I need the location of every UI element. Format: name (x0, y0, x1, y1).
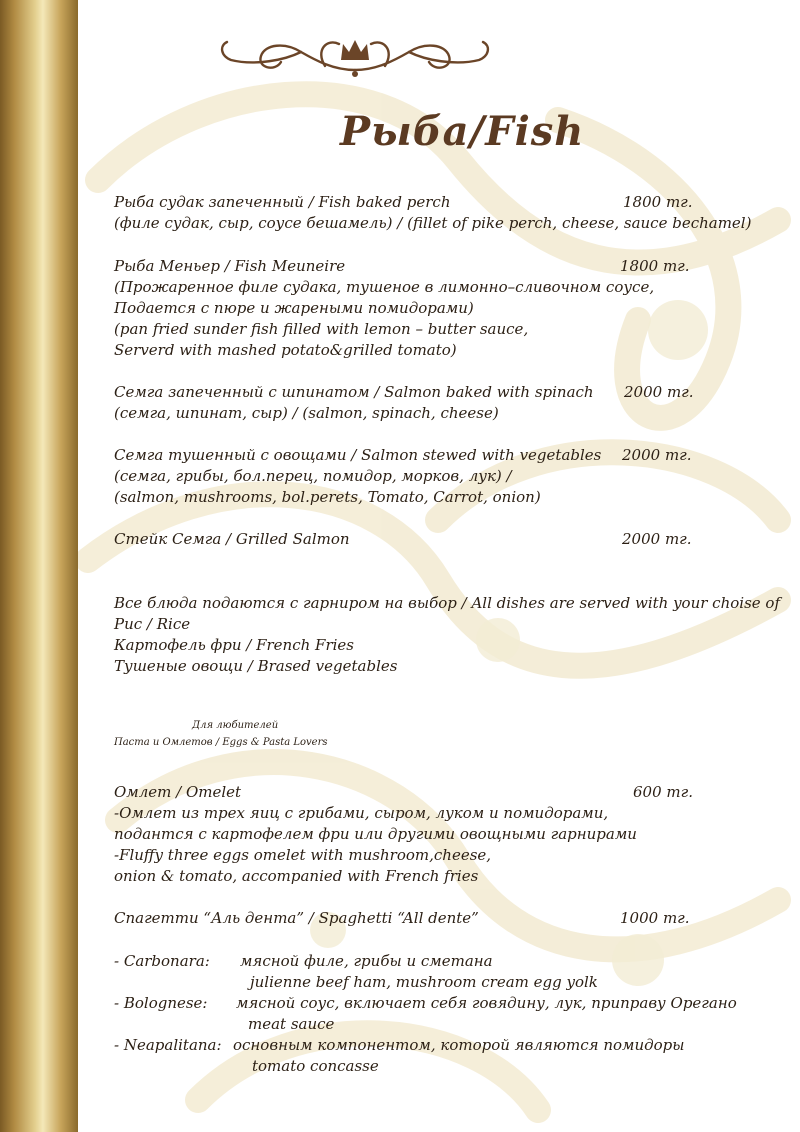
pasta-bolognese-ru: мясной соус, включает себя говядину, лук, приправу Орегано (236, 994, 737, 1012)
fish-item-3-price: 2000 тг. (624, 383, 694, 401)
garnish-note: Все блюда подаются с гарниром на выбор / All dishes are served with your choise of (114, 594, 780, 612)
pasta-carbonara-en: julienne beef ham, mushroom cream egg yolk (250, 973, 598, 991)
pasta-bolognese-label: - Bolognese: (114, 994, 208, 1012)
fish-item-5-price: 2000 тг. (622, 530, 692, 548)
fish-item-4-price: 2000 тг. (622, 446, 692, 464)
fish-item-2-desc: (Прожаренное филе судака, тушеное в лимонно–сливочном соусе, (114, 278, 655, 296)
fish-item-2-desc: Подается с пюре и жареными помидорами) (114, 299, 474, 317)
omelet-name: Омлет / Omelet (114, 783, 242, 801)
pasta-carbonara-label: - Carbonara: (114, 952, 210, 970)
fish-item-2-name: Рыба Меньер / Fish Meuneire (114, 257, 346, 275)
omelet-desc: подантся с картофелем фри или другими овощными гарнирами (114, 825, 637, 843)
pasta-neapalitana-en: tomato concasse (252, 1057, 379, 1075)
fish-item-1-desc: (филе судак, сыр, соусе бешамель) / (fillet of pike perch, cheese, sauce bechamel) (114, 214, 752, 232)
garnish-option: Рис / Rice (114, 615, 191, 633)
fish-item-3-name: Семга запеченный с шпинатом / Salmon baked with spinach (114, 383, 594, 401)
fish-item-5-name: Стейк Семга / Grilled Salmon (114, 530, 350, 548)
section-title: Паста и Омлетов / Eggs & Pasta Lovers (114, 737, 328, 748)
gold-side-bar (0, 0, 78, 1132)
pasta-carbonara-ru: мясной филе, грибы и сметана (240, 952, 493, 970)
pasta-neapalitana-label: - Neapalitana: (114, 1036, 222, 1054)
omelet-desc: -Fluffy three eggs omelet with mushroom,cheese, (114, 846, 492, 864)
fish-item-2-desc: Serverd with mashed potato&grilled tomato) (114, 341, 457, 359)
spaghetti-name: Спагетти “Аль дента” / Spaghetti “All dente” (114, 909, 479, 927)
garnish-option: Картофель фри / French Fries (114, 636, 354, 654)
fish-item-1-name: Рыба судак запеченный / Fish baked perch (114, 193, 451, 211)
section-subtitle: Для любителей (192, 720, 279, 731)
pasta-neapalitana-ru: основным компонентом, которой являются помидоры (233, 1036, 685, 1054)
crown-ornament (215, 30, 495, 82)
fish-item-1-price: 1800 тг. (623, 193, 693, 211)
omelet-desc: onion & tomato, accompanied with French fries (114, 867, 479, 885)
pasta-bolognese-en: meat sauce (248, 1015, 335, 1033)
spaghetti-price: 1000 тг. (620, 909, 690, 927)
omelet-desc: -Омлет из трех яиц с грибами, сыром, луком и помидорами, (114, 804, 609, 822)
page-title: Рыба/Fish (340, 108, 585, 155)
fish-item-4-desc: (salmon, mushrooms, bol.perets, Tomato, Carrot, onion) (114, 488, 541, 506)
fish-item-2-price: 1800 тг. (620, 257, 690, 275)
fish-item-2-desc: (pan fried sunder fish filled with lemon – butter sauce, (114, 320, 529, 338)
omelet-price: 600 тг. (633, 783, 693, 801)
fish-item-4-desc: (семга, грибы, бол.перец, помидор, морков, лук) / (114, 467, 512, 485)
fish-item-4-name: Семга тушенный с овощами / Salmon stewed with vegetables (114, 446, 602, 464)
garnish-option: Тушеные овощи / Brased vegetables (114, 657, 398, 675)
fish-item-3-desc: (семга, шпинат, сыр) / (salmon, spinach, cheese) (114, 404, 499, 422)
